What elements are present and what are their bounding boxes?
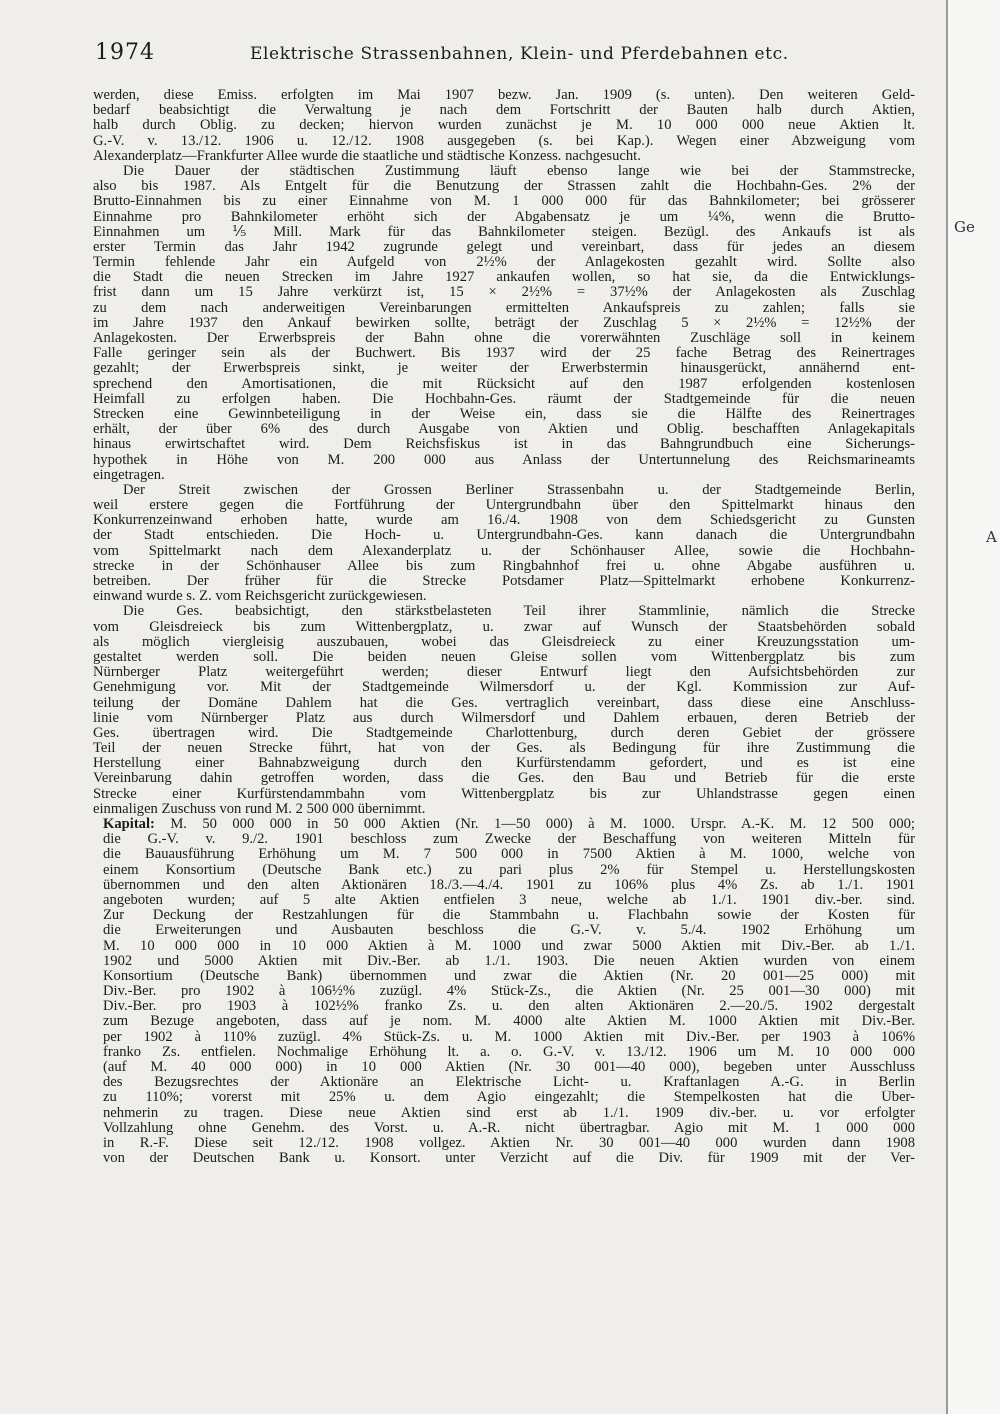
text-line: weil erstere gegen die Fortführung der Untergrundbahn über den Spittelmarkt hinaus den: [93, 498, 915, 514]
text-line: zu 110%; vorerst mit 25% u. dem Agio eingezahlt; die Stempelkosten hat die Über-: [103, 1090, 915, 1106]
text-line: also bis 1987. Als Entgelt für die Benutzung der Strassen zahlt die Hochbahn-Ges. 2% der: [93, 179, 915, 195]
text-line: teilung der Domäne Dahlem hat die Ges. vertraglich vereinbart, dass diese eine Anschluss-: [93, 695, 915, 711]
text-line: Vollzahlung ohne Genehm. des Vorst. u. A.-R. nicht übertragbar. Agio mit M. 1 000 000: [103, 1120, 915, 1136]
text-line: erhält, der über 6% des durch Ausgabe von Aktien und Oblig. beschafften Anlagekapitals: [93, 422, 915, 438]
text-line: erster Termin das Jahr 1942 zugrunde gelegt und vereinbart, dass für jedes an diesem: [93, 239, 915, 255]
text-line: im Jahre 1937 den Ankauf bewirken sollte, beträgt der Zuschlag 5 × 2½% = 12½% der: [93, 315, 915, 331]
text-line: G.-V. v. 13./12. 1906 u. 12./12. 1908 ausgegeben (s. bei Kap.). Wegen einer Abzweigung vom: [93, 133, 915, 149]
text-line: gezahlt; der Erwerbspreis sinkt, je weiter der Erwerbstermin hinausgerückt, annähernd ent-: [93, 361, 915, 377]
text-line: Div.-Ber. pro 1903 à 102½% franko Zs. u. den alten Aktionären 2.—20./5. 1902 dergestalt: [103, 999, 915, 1015]
text-line: (auf M. 40 000 000) in 10 000 Aktien (Nr. 30 001—40 000), begeben unter Ausschluss: [103, 1060, 915, 1075]
text-line: strecke in der Schönhauser Allee bis zum Ringbahnhof frei u. ohne Abgabe ausführen u.: [93, 558, 915, 574]
text-line: nehmerin zu tragen. Diese neue Aktien sind erst ab 1./1. 1909 div.-ber. u. vor erfolgter: [103, 1105, 915, 1121]
text-line: Strecke einer Kurfürstendammbahn vom Wittenbergplatz bis zur Uhlandstrasse gegen einen: [93, 786, 915, 802]
text-line: Strecken eine Gewinnbeteiligung in der Weise ein, dass sie die Hälfte des Reinertrages: [93, 406, 915, 422]
text-line: werden, diese Emiss. erfolgten im Mai 1907 bezw. Jan. 1909 (s. unten). Den weiteren Geld-: [93, 88, 915, 103]
text-line: Heimfall zu erfolgen haben. Die Hochbahn-Ges. räumt der Stadtgemeinde für die neuen: [93, 391, 915, 407]
text-line: Die Ges. beabsichtigt, den stärkstbelasteten Teil ihrer Stammlinie, nämlich die Strecke: [123, 604, 915, 620]
text-line: Alexanderplatz—Frankfurter Allee wurde die staatliche und städtische Konzess. nachgesucht.: [93, 148, 641, 164]
text-line: von der Deutschen Bank u. Konsort. unter Verzicht auf die Div. für 1909 mit der Ver-: [103, 1151, 915, 1167]
text-line: frist dann um 15 Jahre verkürzt ist, 15 × 2½% = 37½% der Anlagekosten als Zuschlag: [93, 285, 915, 301]
text-line: einem Konsortium (Deutsche Bank etc.) zu pari plus 2% für Stempel u. Herstellungskosten: [103, 862, 915, 878]
text-line: einwand wurde s. Z. vom Reichsgericht zurückgewiesen.: [93, 589, 427, 605]
kapital-first-line: [93, 817, 915, 832]
text-line: hypothek in Höhe von M. 200 000 aus Anlass der Untertunnelung des Reichsmarineamts: [93, 452, 915, 468]
text-line: Teil der neuen Strecke führt, hat von der Ges. als Bedingung für ihre Zustimmung die: [93, 741, 915, 757]
running-title: Elektrische Strassenbahnen, Klein- und Pferdebahnen etc.: [250, 44, 789, 64]
text-line: die Erweiterungen und Ausbauten beschloss die G.-V. v. 5./4. 1902 Erhöhung um: [103, 923, 915, 939]
text-line: Falle geringer sein als der Buchwert. Bis 1937 wird der 25 fache Betrag des Reinertrages: [93, 346, 915, 362]
text-line: als möglich viergleisig auszubauen, wobei das Gleisdreieck zu einer Kreuzungsstation um-: [93, 634, 915, 650]
text-line: zu dem nach anderweitigen Vereinbarungen ermittelten Ankaufspreis zu zahlen; falls sie: [93, 300, 915, 316]
paragraph: [93, 88, 915, 164]
text-line: der Stadt entschieden. Die Hoch- u. Untergrundbahn-Ges. kann danach die Untergrundbahn: [93, 528, 915, 544]
page-number: 1974: [95, 40, 155, 65]
text-line: sprechend den Amortisationen, die mit Rücksicht auf den 1987 erfolgenden kostenlosen: [93, 376, 915, 392]
text-line: zum Bezuge angeboten, dass auf je nom. M. 4000 alte Aktien M. 1000 Aktien mit Div.-Ber.: [103, 1014, 915, 1030]
paragraph: [93, 604, 915, 817]
kapital-lines: [93, 832, 915, 1166]
text-line: die Bauausführung Erhöhung um M. 7 500 000 in 7500 Aktien à M. 1000, welche von: [103, 847, 915, 863]
text-line: die Stadt die neuen Strecken im Jahre 1927 ankaufen wollen, so hat sie, da die Entwicklungs-: [93, 270, 915, 286]
text-line: Termin fehlende Jahr ein Aufgeld von 2½% der Anlagekosten gezahlt wird. Sollte also: [93, 255, 915, 271]
text-line: Zur Deckung der Restzahlungen für die Stammbahn u. Flachbahn sowie der Kosten für: [103, 908, 915, 924]
text-line: Vereinbarung dahin getroffen worden, dass die Ges. den Bau und Betrieb für die erste: [93, 771, 915, 787]
text-line: in R.-F. Diese seit 12./12. 1908 vollgez. Aktien Nr. 30 001—40 000 wurden dann 1908: [103, 1135, 915, 1151]
text-line: per 1902 à 110% zuzügl. 4% Stück-Zs. u. M. 1000 Aktien mit Div.-Ber. per 1903 à 106%: [103, 1029, 915, 1045]
text-line: Brutto-Einnahmen bis zu einer Einnahme von M. 1 000 000 für das Bahnkilometer; bei grösserer: [93, 194, 915, 210]
text-line: bedarf beabsichtigt die Verwaltung je nach dem Fortschritt der Bauten halb durch Aktien,: [93, 103, 915, 119]
text-line: Die Dauer der städtischen Zustimmung läuft ebenso lange wie bei der Stammstrecke,: [123, 163, 915, 179]
text-line: M. 10 000 000 in 10 000 Aktien à M. 1000 und zwar 5000 Aktien mit Div.-Ber. ab 1./1.: [103, 938, 915, 954]
kapital-section: [93, 817, 915, 1166]
text-line: einmaligen Zuschuss von rund M. 2 500 000 übernimmt.: [93, 801, 426, 817]
text-line: Div.-Ber. pro 1902 à 106½% zuzügl. 4% Stück-Zs., die Aktien (Nr. 25 001—30 000) mit: [103, 984, 915, 1000]
text-line: 1902 und 5000 Aktien mit Div.-Ber. ab 1./1. 1903. Die neuen Aktien wurden von einem: [103, 953, 915, 969]
text-line: franko Zs. entfielen. Nochmalige Erhöhung lt. a. o. G.-V. v. 13./12. 1906 um M. 10 000 000: [103, 1044, 915, 1060]
text-line: vom Spittelmarkt nach dem Alexanderplatz u. der Schönhauser Allee, sowie die Hochbahn-: [93, 543, 915, 559]
kapital-label: Kapital:: [103, 817, 155, 832]
paragraph: [93, 164, 915, 483]
text-line: gestaltet werden soll. Die beiden neuen Gleise sollen vom Wittenbergplatz bis zum: [93, 649, 915, 665]
kapital-first-line-text: M. 50 000 000 in 50 000 Aktien (Nr. 1—50 000) à M. 1000. Urspr. A.-K. M. 12 500 000;: [154, 817, 915, 832]
paragraphs: [93, 88, 915, 817]
text-line: Konsortium (Deutsche Bank) übernommen und zwar die Aktien (Nr. 20 001—25 000) mit: [103, 968, 915, 984]
text-line: Einnahmen um ⅕ Mill. Mark für das Bahnkilometer steigen. Bezügl. des Ankaufs ist als: [93, 224, 915, 240]
margin-fragment: A: [986, 528, 997, 546]
text-line: Anlagekosten. Der Erwerbspreis der Bahn ohne die vorerwähnten Zuschläge soll in keinem: [93, 331, 915, 346]
text-line: betreiben. Der früher für die Strecke Potsdamer Platz—Spittelmarkt erhobene Konkurrenz-: [93, 574, 915, 589]
text-line: halb durch Oblig. zu decken; hiervon wurden zunächst je M. 10 000 000 neue Aktien lt.: [93, 118, 915, 134]
body-text: [93, 88, 915, 1166]
text-line: des Bezugsrechtes der Aktionäre an Elektrische Licht- u. Kraftanlagen A.-G. in Berlin: [103, 1075, 915, 1091]
page-header: [95, 40, 915, 70]
text-line: angeboten wurden; auf 5 alte Aktien entfielen 3 neue, welche ab 1./1. 1901 div.-ber. sind.: [103, 892, 915, 908]
text-line: Der Streit zwischen der Grossen Berliner Strassenbahn u. der Stadtgemeinde Berlin,: [123, 482, 915, 498]
text-line: vom Gleisdreieck bis zum Wittenbergplatz, u. zwar auf Wunsch der Staatsbehörden sobald: [93, 619, 915, 635]
text-line: Ges. übertragen wird. Die Stadtgemeinde Charlottenburg, durch deren Gebiet der grössere: [93, 725, 915, 741]
text-line: Herstellung einer Bahnabzweigung durch den Kurfürstendamm gefordert, und es ist eine: [93, 756, 915, 772]
adjacent-page-edge: [946, 0, 1000, 1414]
text-line: eingetragen.: [93, 467, 165, 483]
text-line: hinaus erwirtschaftet wird. Dem Reichsfiskus ist in das Bahngrundbuch eine Sicherungs-: [93, 437, 915, 453]
text-line: linie vom Nürnberger Platz aus durch Wilmersdorf und Dahlem erbauen, deren Betrieb der: [93, 710, 915, 726]
text-line: Konkurrenzeinwand erhoben hatte, wurde am 16./4. 1908 von dem Schiedsgericht zu Gunsten: [93, 513, 915, 529]
margin-fragment: Ge: [954, 218, 975, 236]
paragraph: [93, 483, 915, 605]
text-line: übernommen und den alten Aktionären 18./3.—4./4. 1901 zu 106% plus 4% Zs. ab 1./1. 1901: [103, 877, 915, 893]
text-line: die G.-V. v. 9./2. 1901 beschloss zum Zwecke der Beschaffung von weiteren Mitteln für: [103, 832, 915, 848]
text-line: Nürnberger Platz weitergeführt werden; dieser Entwurf liegt den Aufsichtsbehörden zur: [93, 665, 915, 681]
text-line: Genehmigung vor. Mit der Stadtgemeinde Wilmersdorf u. der Kgl. Kommission zur Auf-: [93, 680, 915, 696]
text-line: Einnahme pro Bahnkilometer erhöht sich der Abgabensatz je um ¼%, wenn die Brutto-: [93, 209, 915, 225]
